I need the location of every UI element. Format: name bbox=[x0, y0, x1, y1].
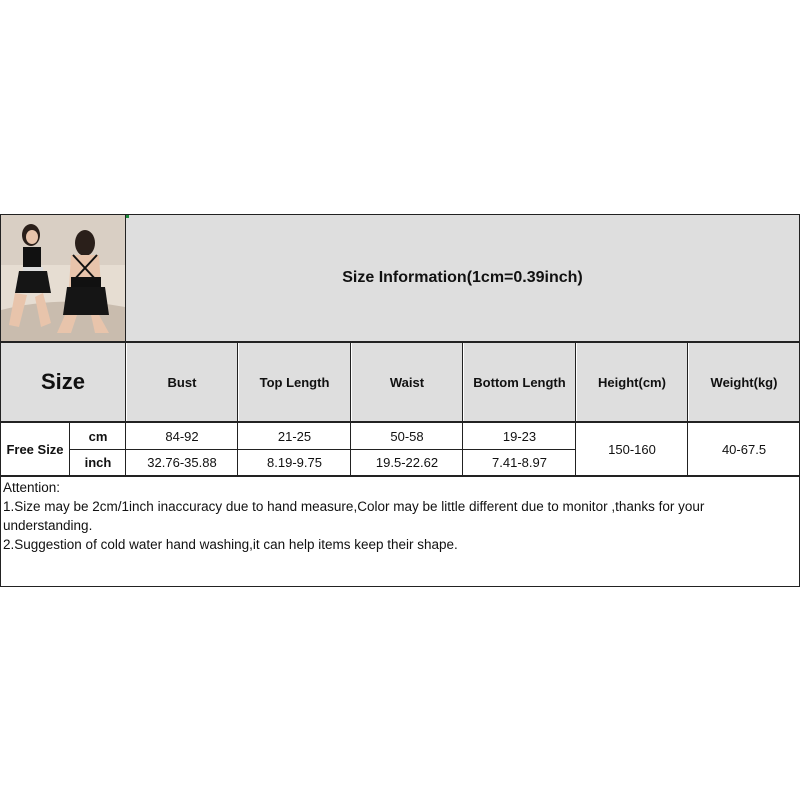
size-header-cell bbox=[1, 343, 125, 421]
grid-line bbox=[69, 423, 70, 476]
cell-value: 8.19-9.75 bbox=[267, 455, 322, 470]
size-name-cell bbox=[1, 423, 69, 475]
height-cell bbox=[577, 423, 687, 475]
grid-line bbox=[0, 214, 1, 587]
model-photo-icon bbox=[1, 215, 125, 341]
column-header-waist bbox=[352, 343, 462, 421]
table-cell bbox=[352, 423, 462, 449]
cell-value: 21-25 bbox=[277, 428, 312, 444]
column-header-top-length bbox=[239, 343, 350, 421]
column-header-weight bbox=[689, 343, 799, 421]
column-header-label: Bottom Length bbox=[473, 374, 566, 390]
unit-inch-cell bbox=[71, 450, 125, 475]
table-cell bbox=[464, 450, 575, 475]
title-banner bbox=[126, 215, 799, 341]
grid-line bbox=[125, 214, 126, 477]
grid-line bbox=[0, 341, 800, 343]
size-info-title: Size Information(1cm=0.39inch) bbox=[342, 269, 583, 286]
cell-value: 50-58 bbox=[390, 428, 424, 444]
column-header-height bbox=[577, 343, 687, 421]
attention-line: 2.Suggestion of cold water hand washing,it can help items keep their shape. bbox=[3, 537, 458, 552]
cell-value: 32.76-35.88 bbox=[147, 455, 217, 470]
table-cell bbox=[127, 450, 237, 475]
attention-line: 1.Size may be 2cm/1inch inaccuracy due to hand measure,Color may be little different due to monitor ,thanks for your understanding. bbox=[3, 499, 705, 533]
cell-value: 7.41-8.97 bbox=[492, 455, 547, 470]
weight-cell bbox=[689, 423, 799, 475]
cell-value: 19-23 bbox=[502, 428, 537, 444]
table-cell bbox=[464, 423, 575, 449]
attention-notes bbox=[3, 478, 793, 554]
grid-line bbox=[350, 342, 351, 476]
grid-line bbox=[687, 342, 688, 476]
table-cell bbox=[352, 450, 462, 475]
unit-cm-cell bbox=[71, 423, 125, 449]
column-header-label: Weight(kg) bbox=[710, 374, 778, 390]
size-header-label: Size bbox=[40, 369, 86, 394]
table-cell bbox=[127, 423, 237, 449]
column-header-bottom-length bbox=[464, 343, 575, 421]
column-header-label: Bust bbox=[167, 374, 197, 390]
column-header-label: Height(cm) bbox=[598, 374, 666, 390]
cell-value: 40-67.5 bbox=[721, 441, 767, 457]
table-cell bbox=[239, 423, 350, 449]
unit-label: cm bbox=[88, 428, 108, 444]
grid-line bbox=[0, 214, 800, 215]
grid-line bbox=[0, 421, 800, 423]
size-chart bbox=[0, 214, 800, 587]
column-header-bust bbox=[127, 343, 237, 421]
size-name: Free Size bbox=[6, 441, 64, 457]
attention-heading: Attention: bbox=[3, 480, 61, 495]
grid-line bbox=[575, 342, 576, 476]
cell-value: 150-160 bbox=[608, 441, 656, 457]
grid-line bbox=[0, 475, 800, 477]
cell-value: 84-92 bbox=[165, 428, 199, 444]
grid-line bbox=[462, 342, 463, 476]
table-cell bbox=[239, 450, 350, 475]
column-header-label: Waist bbox=[389, 374, 425, 390]
cell-value: 19.5-22.62 bbox=[375, 455, 439, 470]
column-header-label: Top Length bbox=[259, 374, 330, 390]
grid-line bbox=[237, 342, 238, 476]
grid-line bbox=[70, 449, 576, 450]
grid-line bbox=[0, 586, 800, 587]
unit-label: inch bbox=[84, 455, 112, 470]
